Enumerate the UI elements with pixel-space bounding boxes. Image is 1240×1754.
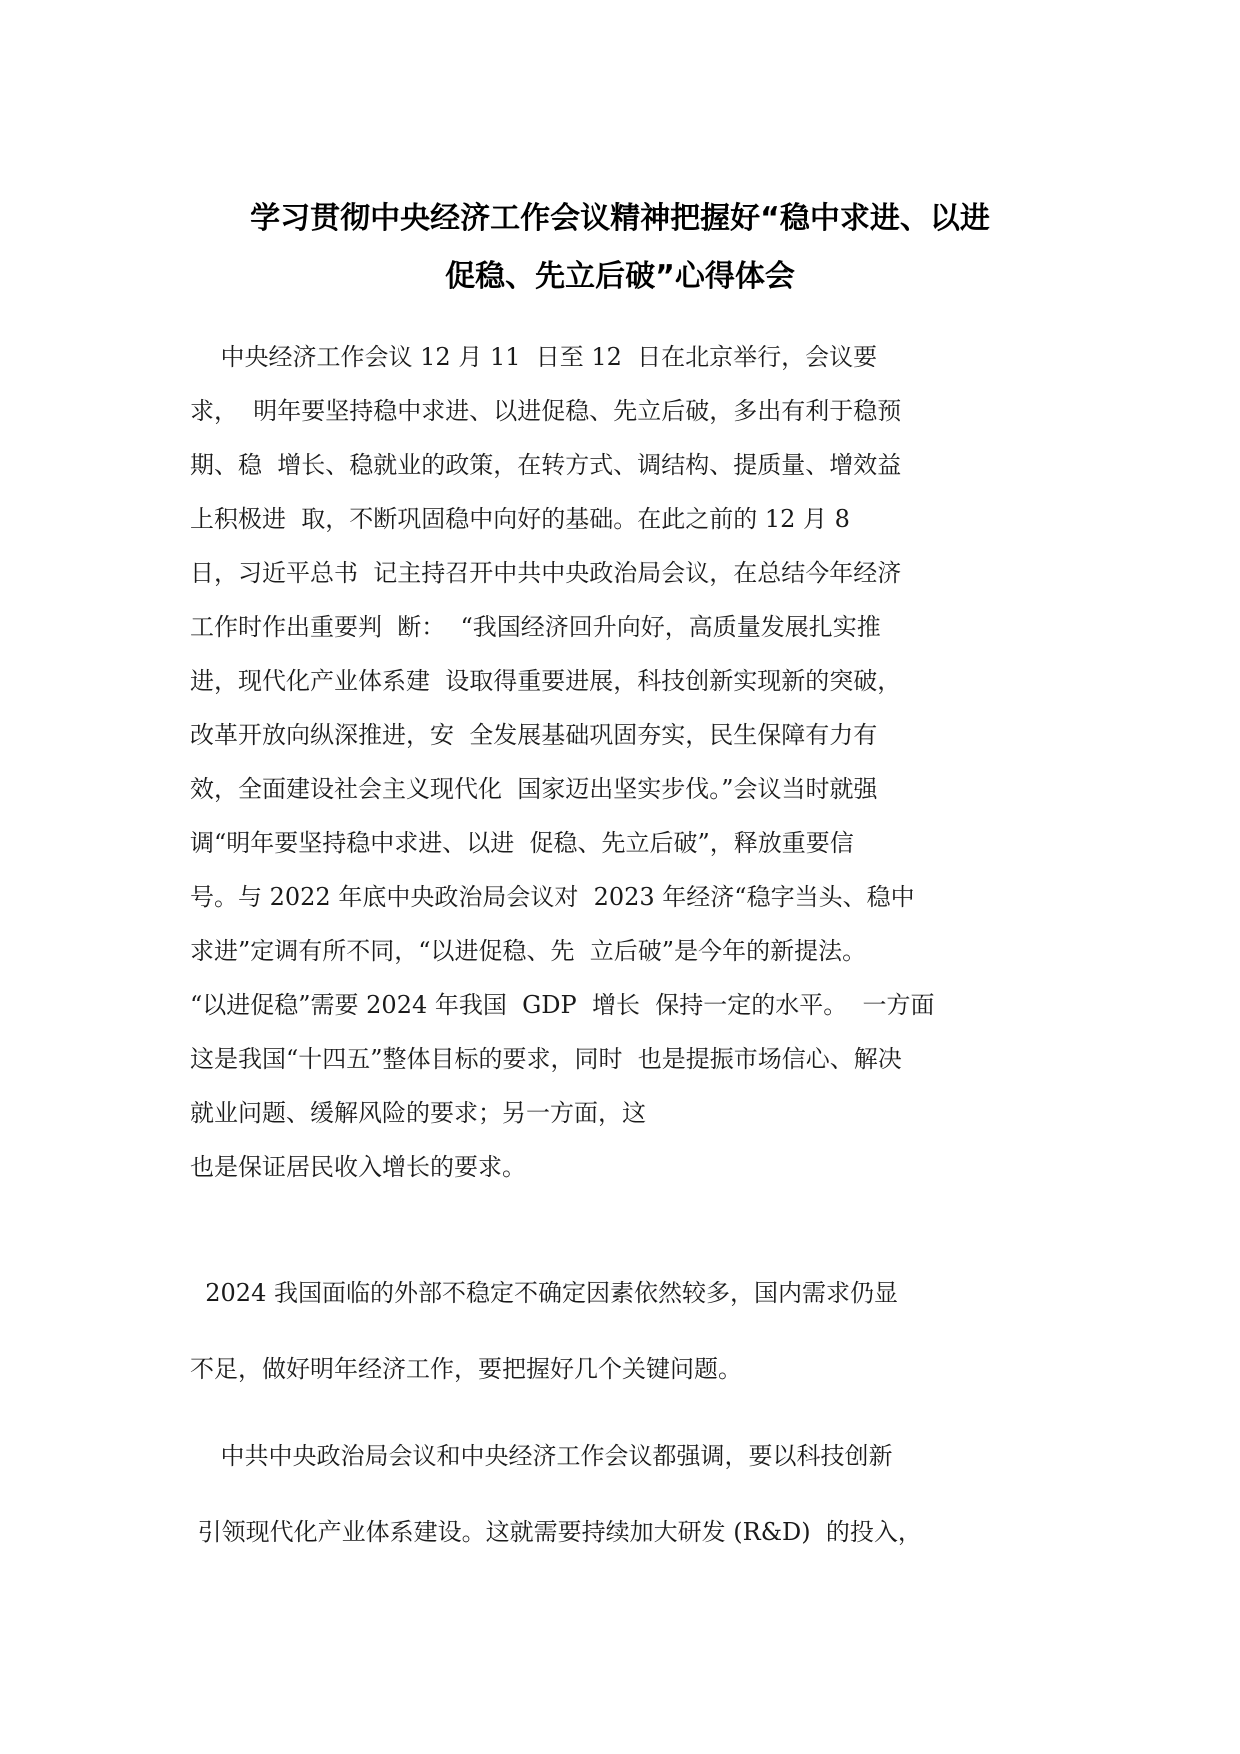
paragraph-line: 日，习近平总书 记主持召开中共中央政治局会议，在总结今年经济 <box>190 559 902 587</box>
paragraph-1 <box>190 330 1070 1194</box>
paragraph-3 <box>190 1418 1070 1570</box>
paragraph-line: 求， 明年要坚持稳中求进、以进促稳、先立后破，多出有利于稳预 <box>190 397 902 425</box>
paragraph-line: 中共中央政治局会议和中央经济工作会议都强调，要以科技创新 <box>190 1442 893 1470</box>
paragraph-line: 也是保证居民收入增长的要求。 <box>190 1153 526 1181</box>
paragraph-line: 求进”定调有所不同，“以进促稳、先 立后破”是今年的新提法。 <box>190 937 867 965</box>
title-line-2: 促稳、先立后破”心得体会 <box>445 259 795 294</box>
paragraph-line: 改革开放向纵深推进，安 全发展基础巩固夯实，民生保障有力有 <box>190 721 878 749</box>
paragraph-line: 2024 我国面临的外部不稳定不确定因素依然较多，国内需求仍显 <box>190 1279 898 1307</box>
paragraph-line: 上积极进 取，不断巩固稳中向好的基础。在此之前的 12 月 8 <box>190 505 850 533</box>
paragraph-line: 中央经济工作会议 12 月 11 日至 12 日在北京举行，会议要 <box>190 343 878 371</box>
paragraph-line: 就业问题、缓解风险的要求；另一方面，这 <box>190 1099 646 1127</box>
paragraph-line: 期、稳 增长、稳就业的政策，在转方式、调结构、提质量、增效益 <box>190 451 902 479</box>
title-line-1: 学习贯彻中央经济工作会议精神把握好“稳中求进、以进 <box>250 201 990 236</box>
paragraph-line: 进，现代化产业体系建 设取得重要进展，科技创新实现新的突破， <box>190 667 902 695</box>
paragraph-line: 调“明年要坚持稳中求进、以进 促稳、先立后破”，释放重要信 <box>190 829 854 857</box>
paragraph-line: 这是我国“十四五”整体目标的要求，同时 也是提振市场信心、解决 <box>190 1045 902 1073</box>
paragraph-line: 不足，做好明年经济工作，要把握好几个关键问题。 <box>190 1355 742 1383</box>
paragraph-line: “以进促稳”需要 2024 年我国 GDP 增长 保持一定的水平。 一方面 <box>190 991 935 1019</box>
paragraph-line: 工作时作出重要判 断： “我国经济回升向好，高质量发展扎实推 <box>190 613 881 641</box>
document-title <box>150 190 1090 306</box>
paragraph-line: 效，全面建设社会主义现代化 国家迈出坚实步伐。”会议当时就强 <box>190 775 878 803</box>
paragraph-line: 引领现代化产业体系建设。这就需要持续加大研发 (R&D) 的投入， <box>190 1518 922 1546</box>
paragraph-line: 号。与 2022 年底中央政治局会议对 2023 年经济“稳字当头、稳中 <box>190 883 915 911</box>
paragraph-2 <box>190 1255 1070 1407</box>
